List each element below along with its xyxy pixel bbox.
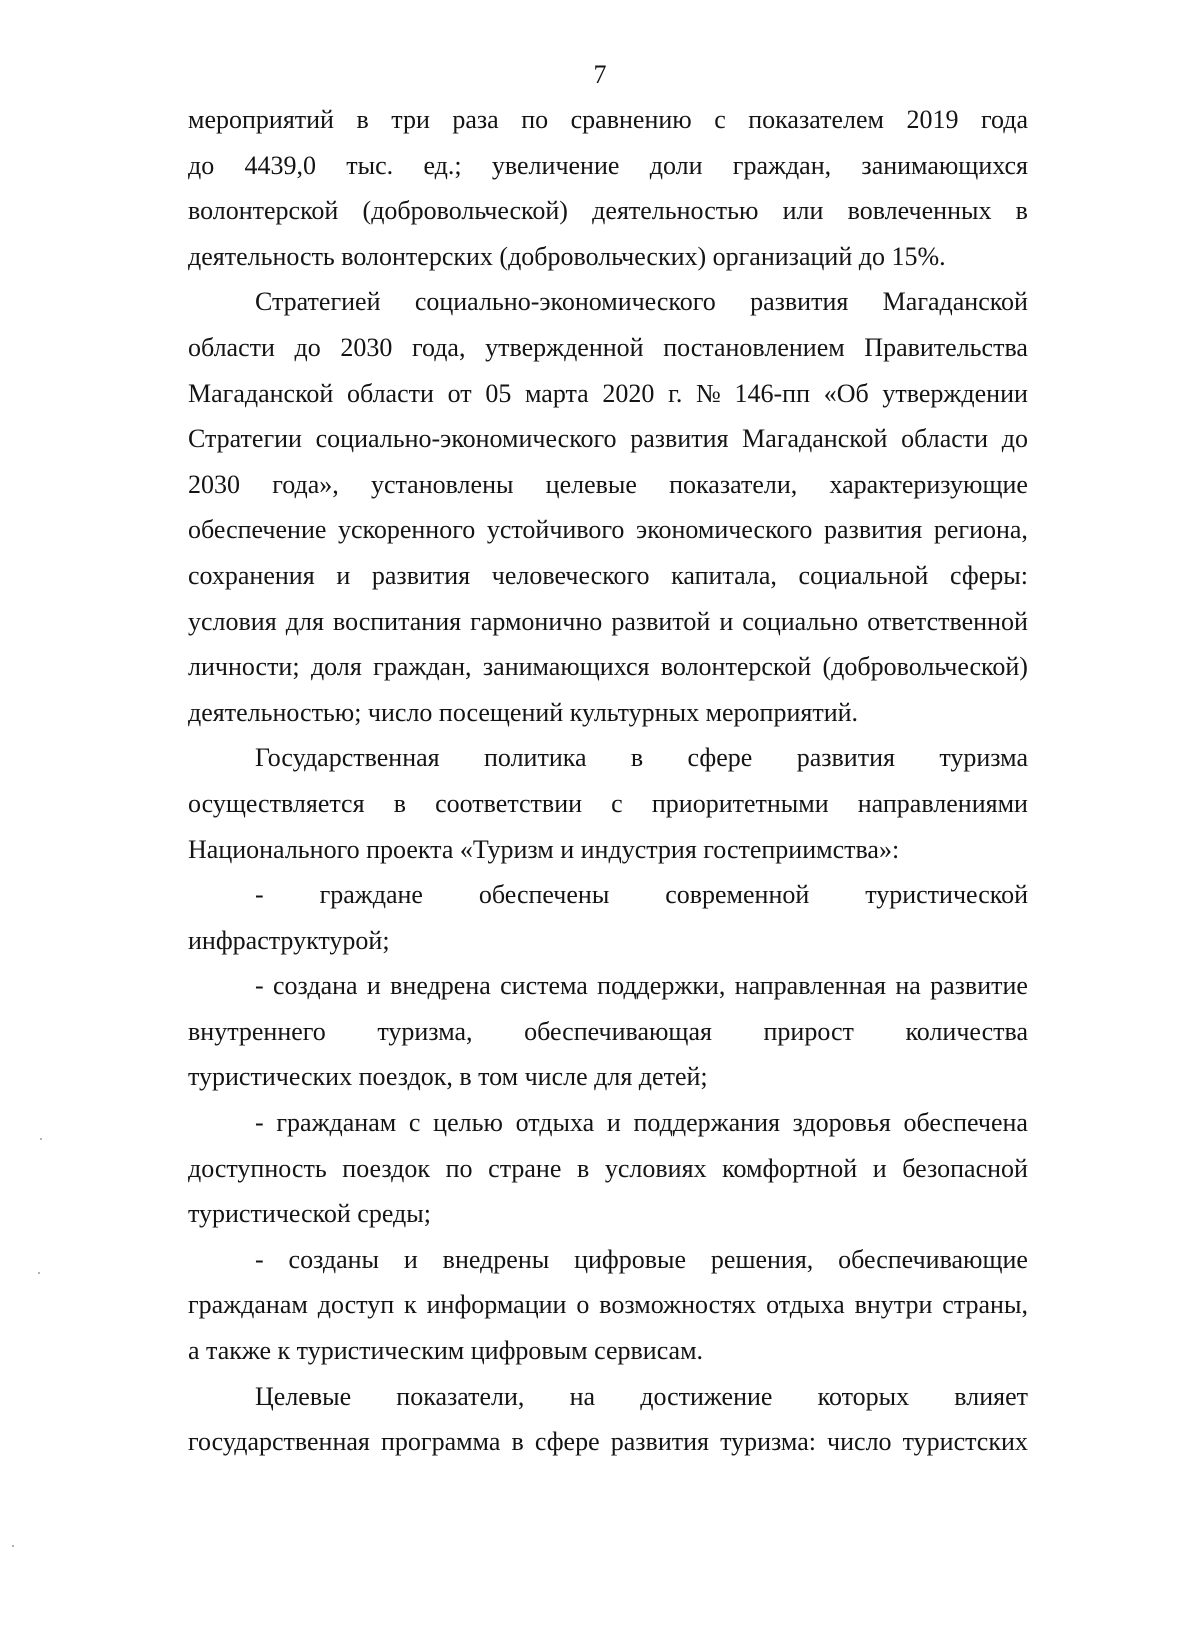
word: осуществляется: [188, 788, 365, 818]
body-text: [188, 97, 1028, 1465]
word: о: [576, 1290, 590, 1320]
word: раза: [452, 105, 499, 134]
word: доступ: [317, 1290, 395, 1320]
word: развитие: [930, 971, 1028, 1001]
word: ускоренного: [338, 515, 476, 545]
word: 2020: [602, 378, 655, 408]
word: до: [294, 332, 321, 362]
word: которых: [817, 1381, 910, 1411]
word: 4439,0: [244, 150, 317, 180]
word: до: [188, 150, 215, 180]
word: «Об: [823, 378, 869, 408]
word: граждане: [319, 880, 423, 910]
word: и: [606, 1108, 621, 1138]
word: современной: [665, 880, 810, 910]
word: мероприятий: [188, 105, 334, 134]
list-item: [188, 963, 1028, 1100]
text-line: [188, 462, 1028, 508]
paragraph: [188, 97, 1028, 279]
word: социально: [742, 606, 859, 636]
word: политика: [484, 743, 587, 773]
word: в: [393, 788, 406, 818]
word: здоровья: [792, 1108, 891, 1138]
word: стране: [488, 1153, 562, 1183]
word: обеспечены: [478, 880, 610, 910]
text-line: [188, 735, 1028, 781]
word: установлены: [370, 469, 514, 499]
list-item: [188, 1100, 1028, 1237]
word: социально-экономического: [315, 424, 617, 454]
word: к: [404, 1290, 417, 1320]
text-line: [188, 963, 1028, 1009]
word: граждан,: [732, 150, 832, 180]
text-line: [188, 97, 1028, 143]
word: и: [366, 971, 381, 1001]
word: туризма:: [720, 1427, 816, 1457]
word: условиях: [604, 1153, 707, 1183]
text-line: [188, 1237, 1028, 1283]
text-line: туристической среды;: [188, 1199, 431, 1229]
word: туристских: [902, 1427, 1028, 1457]
word: показателем: [748, 105, 884, 134]
word: ответственной: [867, 606, 1028, 636]
word: приоритетными: [651, 788, 829, 818]
word: три: [391, 105, 430, 134]
word: сфере: [534, 1427, 600, 1457]
word: -: [255, 971, 264, 1001]
word: на: [569, 1381, 596, 1411]
word: волонтерской: [188, 196, 339, 226]
word: 2030: [188, 469, 240, 499]
text-line: [188, 279, 1028, 325]
word: социально-экономического: [414, 287, 716, 317]
word: обеспечение: [188, 515, 327, 545]
word: поездок: [342, 1153, 431, 1183]
word: в: [577, 1153, 590, 1183]
paragraph: [188, 735, 1028, 872]
word: целевые: [545, 469, 637, 499]
text-line: [188, 371, 1028, 417]
word: сфере: [687, 743, 753, 773]
word: гражданам: [188, 1290, 308, 1320]
paragraph: [188, 1374, 1028, 1465]
scan-speck: [40, 1138, 42, 1140]
scan-speck: [38, 1272, 40, 1274]
word: целью: [433, 1108, 503, 1138]
text-line: [188, 1146, 1028, 1192]
text-line: а также к туристическим цифровым сервисам.: [188, 1336, 704, 1366]
word: цифровые: [574, 1244, 687, 1274]
word: 146-пп: [734, 378, 811, 408]
word: гражданам: [276, 1108, 397, 1138]
word: вовлеченных: [847, 196, 992, 226]
word: показатели,: [396, 1381, 525, 1411]
word: доступность: [188, 1153, 327, 1183]
word: в: [1015, 196, 1028, 226]
word: внедрена: [390, 971, 491, 1001]
word: Целевые: [255, 1381, 352, 1411]
word: создана: [273, 971, 358, 1001]
text-line: [188, 1009, 1028, 1055]
word: отдыха: [515, 1108, 595, 1138]
word: система: [500, 971, 588, 1001]
word: области: [188, 332, 275, 362]
word: области: [347, 378, 434, 408]
list-item: [188, 1237, 1028, 1374]
text-line: [188, 188, 1028, 234]
word: количества: [905, 1016, 1028, 1046]
word: на: [895, 971, 921, 1001]
word: созданы: [288, 1244, 380, 1274]
word: Стратегией: [255, 287, 381, 317]
word: и: [872, 1153, 887, 1183]
word: региона,: [933, 515, 1028, 545]
word: развития: [750, 287, 849, 317]
word: обеспечивающая: [524, 1016, 712, 1046]
word: поддержания: [633, 1108, 780, 1138]
word: обеспечена: [903, 1108, 1028, 1138]
text-line: туристических поездок, в том числе для детей;: [188, 1062, 708, 1092]
word: Магаданской: [882, 287, 1028, 317]
word: сохранения: [188, 560, 315, 590]
text-line: инфраструктурой;: [188, 925, 390, 955]
word: гармонично: [470, 606, 603, 636]
word: с: [611, 788, 623, 818]
text-line: [188, 143, 1028, 189]
word: человеческого: [491, 560, 650, 590]
list-item: [188, 872, 1028, 963]
text-line: [188, 872, 1028, 918]
paragraph: [188, 279, 1028, 735]
word: Магаданской: [742, 424, 888, 454]
word: деятельностью: [592, 196, 759, 226]
word: влияет: [954, 1381, 1028, 1411]
word: года»,: [272, 469, 339, 499]
text-line: [188, 416, 1028, 462]
word: (добровольческой): [822, 652, 1028, 682]
word: (добровольческой): [362, 196, 568, 226]
word: условия: [188, 606, 277, 636]
text-line: [188, 553, 1028, 599]
word: страны,: [942, 1290, 1028, 1320]
word: области: [901, 424, 989, 454]
text-line: [188, 781, 1028, 827]
text-line: деятельность волонтерских (добровольческих) организаций до 15%.: [188, 241, 946, 271]
word: решения,: [710, 1244, 814, 1274]
word: года: [980, 105, 1028, 134]
word: с: [408, 1108, 421, 1138]
word: характеризующие: [829, 469, 1028, 499]
word: внутри: [854, 1290, 933, 1320]
word: постановлением: [663, 332, 845, 362]
word: развития: [610, 1427, 709, 1457]
word: сферы:: [949, 560, 1028, 590]
word: личности;: [188, 652, 300, 682]
word: занимающихся: [482, 652, 650, 682]
word: тыс.: [346, 150, 394, 180]
word: или: [782, 196, 824, 226]
word: устойчивого: [486, 515, 625, 545]
word: экономического: [636, 515, 813, 545]
text-line: деятельностью; число посещений культурных мероприятий.: [188, 697, 859, 727]
word: поддержки,: [597, 971, 726, 1001]
word: развитой: [611, 606, 711, 636]
word: сравнению: [570, 105, 692, 134]
word: граждан,: [373, 652, 472, 682]
word: увеличение: [491, 150, 620, 180]
word: №: [696, 378, 721, 408]
word: и: [719, 606, 734, 636]
word: государственная: [188, 1427, 370, 1457]
word: безопасной: [902, 1153, 1028, 1183]
word: для: [285, 606, 324, 636]
word: доля: [310, 652, 362, 682]
word: внутреннего: [188, 1016, 326, 1046]
word: ед.;: [423, 150, 462, 180]
word: туризма: [939, 743, 1028, 773]
word: развития: [630, 424, 729, 454]
word: показатели,: [669, 469, 798, 499]
word: -: [255, 880, 264, 910]
word: социальной: [798, 560, 929, 590]
word: капитала,: [671, 560, 777, 590]
word: туризма,: [377, 1016, 473, 1046]
word: число: [827, 1427, 892, 1457]
word: по: [445, 1153, 473, 1183]
word: Магаданской: [188, 378, 334, 408]
word: -: [255, 1244, 264, 1274]
word: 2030: [340, 332, 393, 362]
word: в: [356, 105, 369, 134]
word: до: [1001, 424, 1028, 454]
word: 2019: [906, 105, 959, 134]
word: доли: [649, 150, 703, 180]
text-line: [188, 1419, 1028, 1465]
word: 05: [485, 378, 512, 408]
word: по: [521, 105, 549, 134]
text-line: Национального проекта «Туризм и индустрия гостеприимства»:: [188, 834, 900, 864]
word: в: [630, 743, 644, 773]
scan-speck: [12, 1545, 14, 1547]
word: от: [447, 378, 472, 408]
word: внедрены: [442, 1244, 550, 1274]
word: информации: [426, 1290, 567, 1320]
word: -: [255, 1108, 264, 1138]
text-line: [188, 325, 1028, 371]
text-line: [188, 644, 1028, 690]
word: Государственная: [255, 743, 440, 773]
word: марта: [525, 378, 589, 408]
word: утверждении: [882, 378, 1028, 408]
word: воспитания: [332, 606, 462, 636]
word: и: [336, 560, 351, 590]
word: и: [403, 1244, 418, 1274]
word: направлениями: [857, 788, 1028, 818]
word: года,: [411, 332, 466, 362]
word: достижение: [640, 1381, 773, 1411]
word: соответствии: [435, 788, 583, 818]
word: прирост: [763, 1016, 854, 1046]
word: волонтерской: [660, 652, 812, 682]
word: развития: [824, 515, 923, 545]
word: возможностях: [599, 1290, 757, 1320]
word: Стратегии: [188, 424, 302, 454]
word: туристической: [865, 880, 1028, 910]
word: утвержденной: [485, 332, 644, 362]
word: развития: [796, 743, 895, 773]
page-number: 7: [593, 60, 607, 89]
word: Правительства: [864, 332, 1028, 362]
word: развития: [371, 560, 471, 590]
word: направленная: [734, 971, 886, 1001]
word: отдыха: [766, 1290, 845, 1320]
word: программа: [380, 1427, 501, 1457]
word: занимающихся: [861, 150, 1028, 180]
word: комфортной: [722, 1153, 858, 1183]
word: обеспечивающие: [838, 1244, 1028, 1274]
text-line: [188, 1374, 1028, 1420]
text-line: [188, 1100, 1028, 1146]
text-line: [188, 1282, 1028, 1328]
text-line: [188, 507, 1028, 553]
word: г.: [668, 378, 683, 408]
word: в: [511, 1427, 524, 1457]
text-line: [188, 599, 1028, 645]
word: с: [714, 105, 726, 134]
